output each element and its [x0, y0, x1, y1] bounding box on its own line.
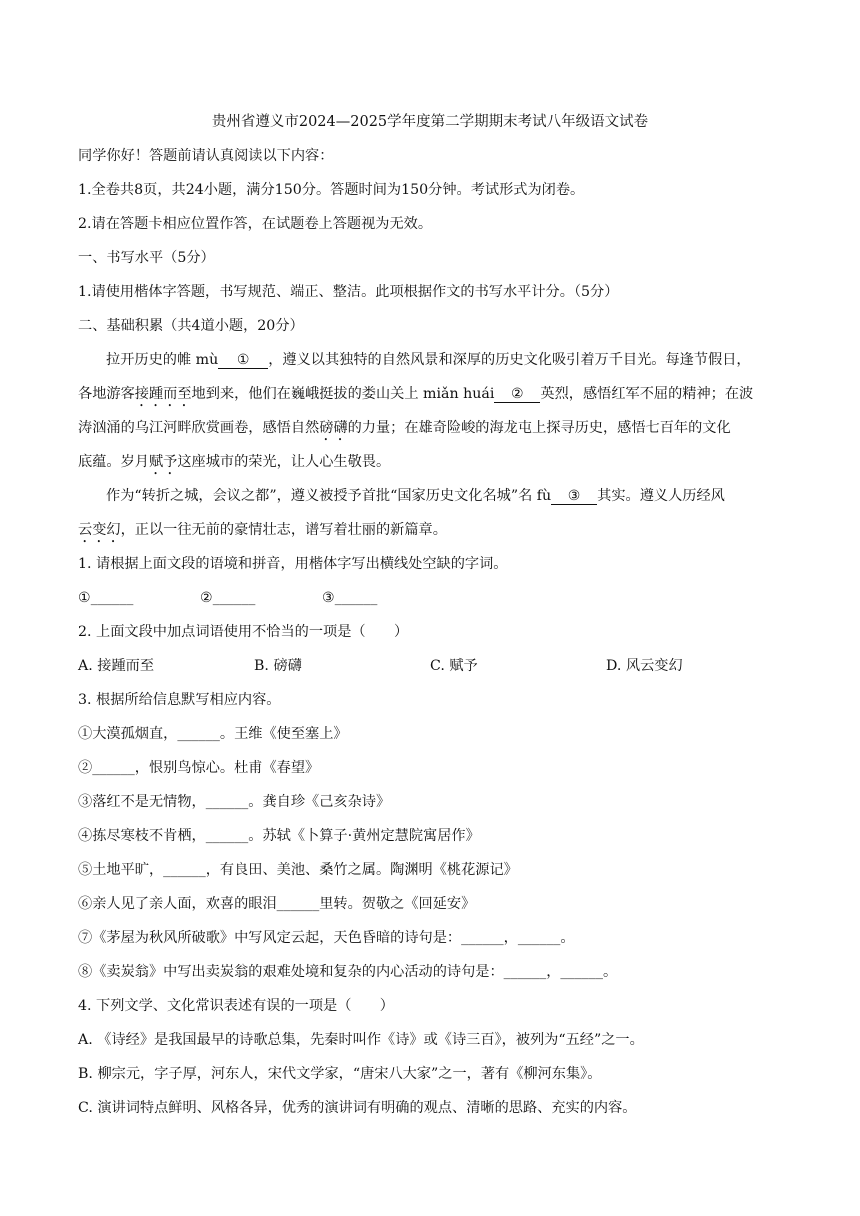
passage-text: 英烈，感悟红军不屈的精神；在波: [540, 386, 754, 402]
dotted-word-3: 赋予: [148, 454, 178, 470]
blank-1: ①: [218, 352, 268, 369]
passage-text: 底蕴。岁月: [78, 454, 149, 470]
q3-item-4: ④拣尽寒枝不肯栖，______。苏轼《卜算子·黄州定慧院寓居作》: [78, 828, 480, 844]
q3-item-7: ⑦《茅屋为秋风所破歌》中写风定云起，天色昏暗的诗句是：______，______。: [78, 930, 575, 946]
dotted-word-2: 磅礴: [319, 420, 348, 436]
section-1-heading: 一、书写水平（5分）: [78, 250, 215, 266]
q4-option-b: B. 柳宗元，字子厚，河东人，宋代文学家，“唐宋八大家”之一，著有《柳河东集》。: [78, 1066, 602, 1082]
passage-text: 拉开历史的帷 mù: [106, 352, 219, 368]
passage-text: 的力量；在雄奇险峻的海龙屯上探寻历史，感悟七百年的文化: [347, 420, 731, 436]
dotted-word-4: 云变幻: [78, 522, 121, 538]
blank-3: ③: [551, 488, 597, 505]
passage-text: 其实。遵义人历经风: [597, 488, 725, 504]
passage-line-5: [106, 486, 725, 506]
q1-stem: 1. 请根据上面文段的语境和拼音，用楷体字写出横线处空缺的字词。: [78, 556, 508, 572]
passage-text: ，遵义以其独特的自然风景和深厚的历史文化吸引着万千目光。每逢节假日，: [268, 352, 751, 368]
section-1-item: 1.请使用楷体字答题，书写规范、端正、整洁。此项根据作文的书写水平计分。（5分）: [78, 284, 619, 300]
q1-answer-1: ①______: [78, 590, 134, 606]
passage-text: 作为“转折之城，会议之都”，遵义被授予首批“国家历史文化名城”名 fù: [106, 488, 552, 504]
q3-item-3: ③落红不是无情物，______。龚自珍《己亥杂诗》: [78, 794, 391, 810]
passage-line-3: [78, 418, 731, 444]
q2-option-d: D. 风云变幻: [606, 658, 683, 674]
passage-line-4: [78, 452, 390, 478]
q3-item-2: ②______，恨别鸟惊心。杜甫《春望》: [78, 760, 320, 776]
exam-title: 贵州省遵义市2024—2025学年度第二学期期末考试八年级语文试卷: [211, 114, 649, 130]
passage-text: 地到来，他们在巍峨挺拔的娄山关上 miǎn huái: [191, 386, 495, 402]
passage-line-2: [78, 384, 753, 410]
q3-item-1: ①大漠孤烟直，______。王维《使至塞上》: [78, 726, 348, 742]
passage-text: ，正以一往无前的豪情壮志，谱写着壮丽的新篇章。: [120, 522, 447, 538]
passage-text: 各地游客: [78, 386, 135, 402]
note-1: 1.全卷共8页，共24小题，满分150分。答题时间为150分钟。考试形式为闭卷。: [78, 182, 585, 198]
q4-stem: 4. 下列文学、文化常识表述有误的一项是（ ）: [78, 998, 394, 1014]
q1-answer-2: ②______: [200, 590, 256, 606]
q2-option-a: A. 接踵而至: [78, 658, 155, 674]
dotted-word-1: 接踵而至: [134, 386, 192, 402]
note-2: 2.请在答题卡相应位置作答，在试题卷上答题视为无效。: [78, 216, 433, 232]
intro-text: 同学你好！答题前请认真阅读以下内容：: [78, 148, 334, 164]
q2-option-b: B. 磅礴: [254, 658, 302, 674]
blank-2: ②: [494, 386, 540, 403]
q3-item-6: ⑥亲人见了亲人面，欢喜的眼泪______里转。贺敬之《回延安》: [78, 896, 476, 912]
section-2-heading: 二、基础积累（共4道小题，20分）: [78, 318, 304, 334]
q1-answer-3: ③______: [322, 590, 378, 606]
q3-stem: 3. 根据所给信息默写相应内容。: [78, 692, 281, 708]
passage-line-1: [106, 350, 751, 370]
q2-option-c: C. 赋予: [430, 658, 478, 674]
q2-stem: 2. 上面文段中加点词语使用不恰当的一项是（ ）: [78, 624, 409, 640]
passage-text: 这座城市的荣光，让人心生敬畏。: [177, 454, 391, 470]
q3-item-8: ⑧《卖炭翁》中写出卖炭翁的艰难处境和复杂的内心活动的诗句是：______，______。: [78, 964, 618, 980]
q3-item-5: ⑤土地平旷，______，有良田、美池、桑竹之属。陶渊明《桃花源记》: [78, 862, 518, 878]
q4-option-a: A. 《诗经》是我国最早的诗歌总集，先秦时叫作《诗》或《诗三百》，被列为“五经”之一。: [78, 1032, 644, 1048]
passage-line-6: [78, 520, 447, 546]
q4-option-c: C. 演讲词特点鲜明、风格各异，优秀的演讲词有明确的观点、清晰的思路、充实的内容。: [78, 1100, 637, 1116]
passage-text: 涛汹涌的乌江河畔欣赏画卷，感悟自然: [78, 420, 320, 436]
